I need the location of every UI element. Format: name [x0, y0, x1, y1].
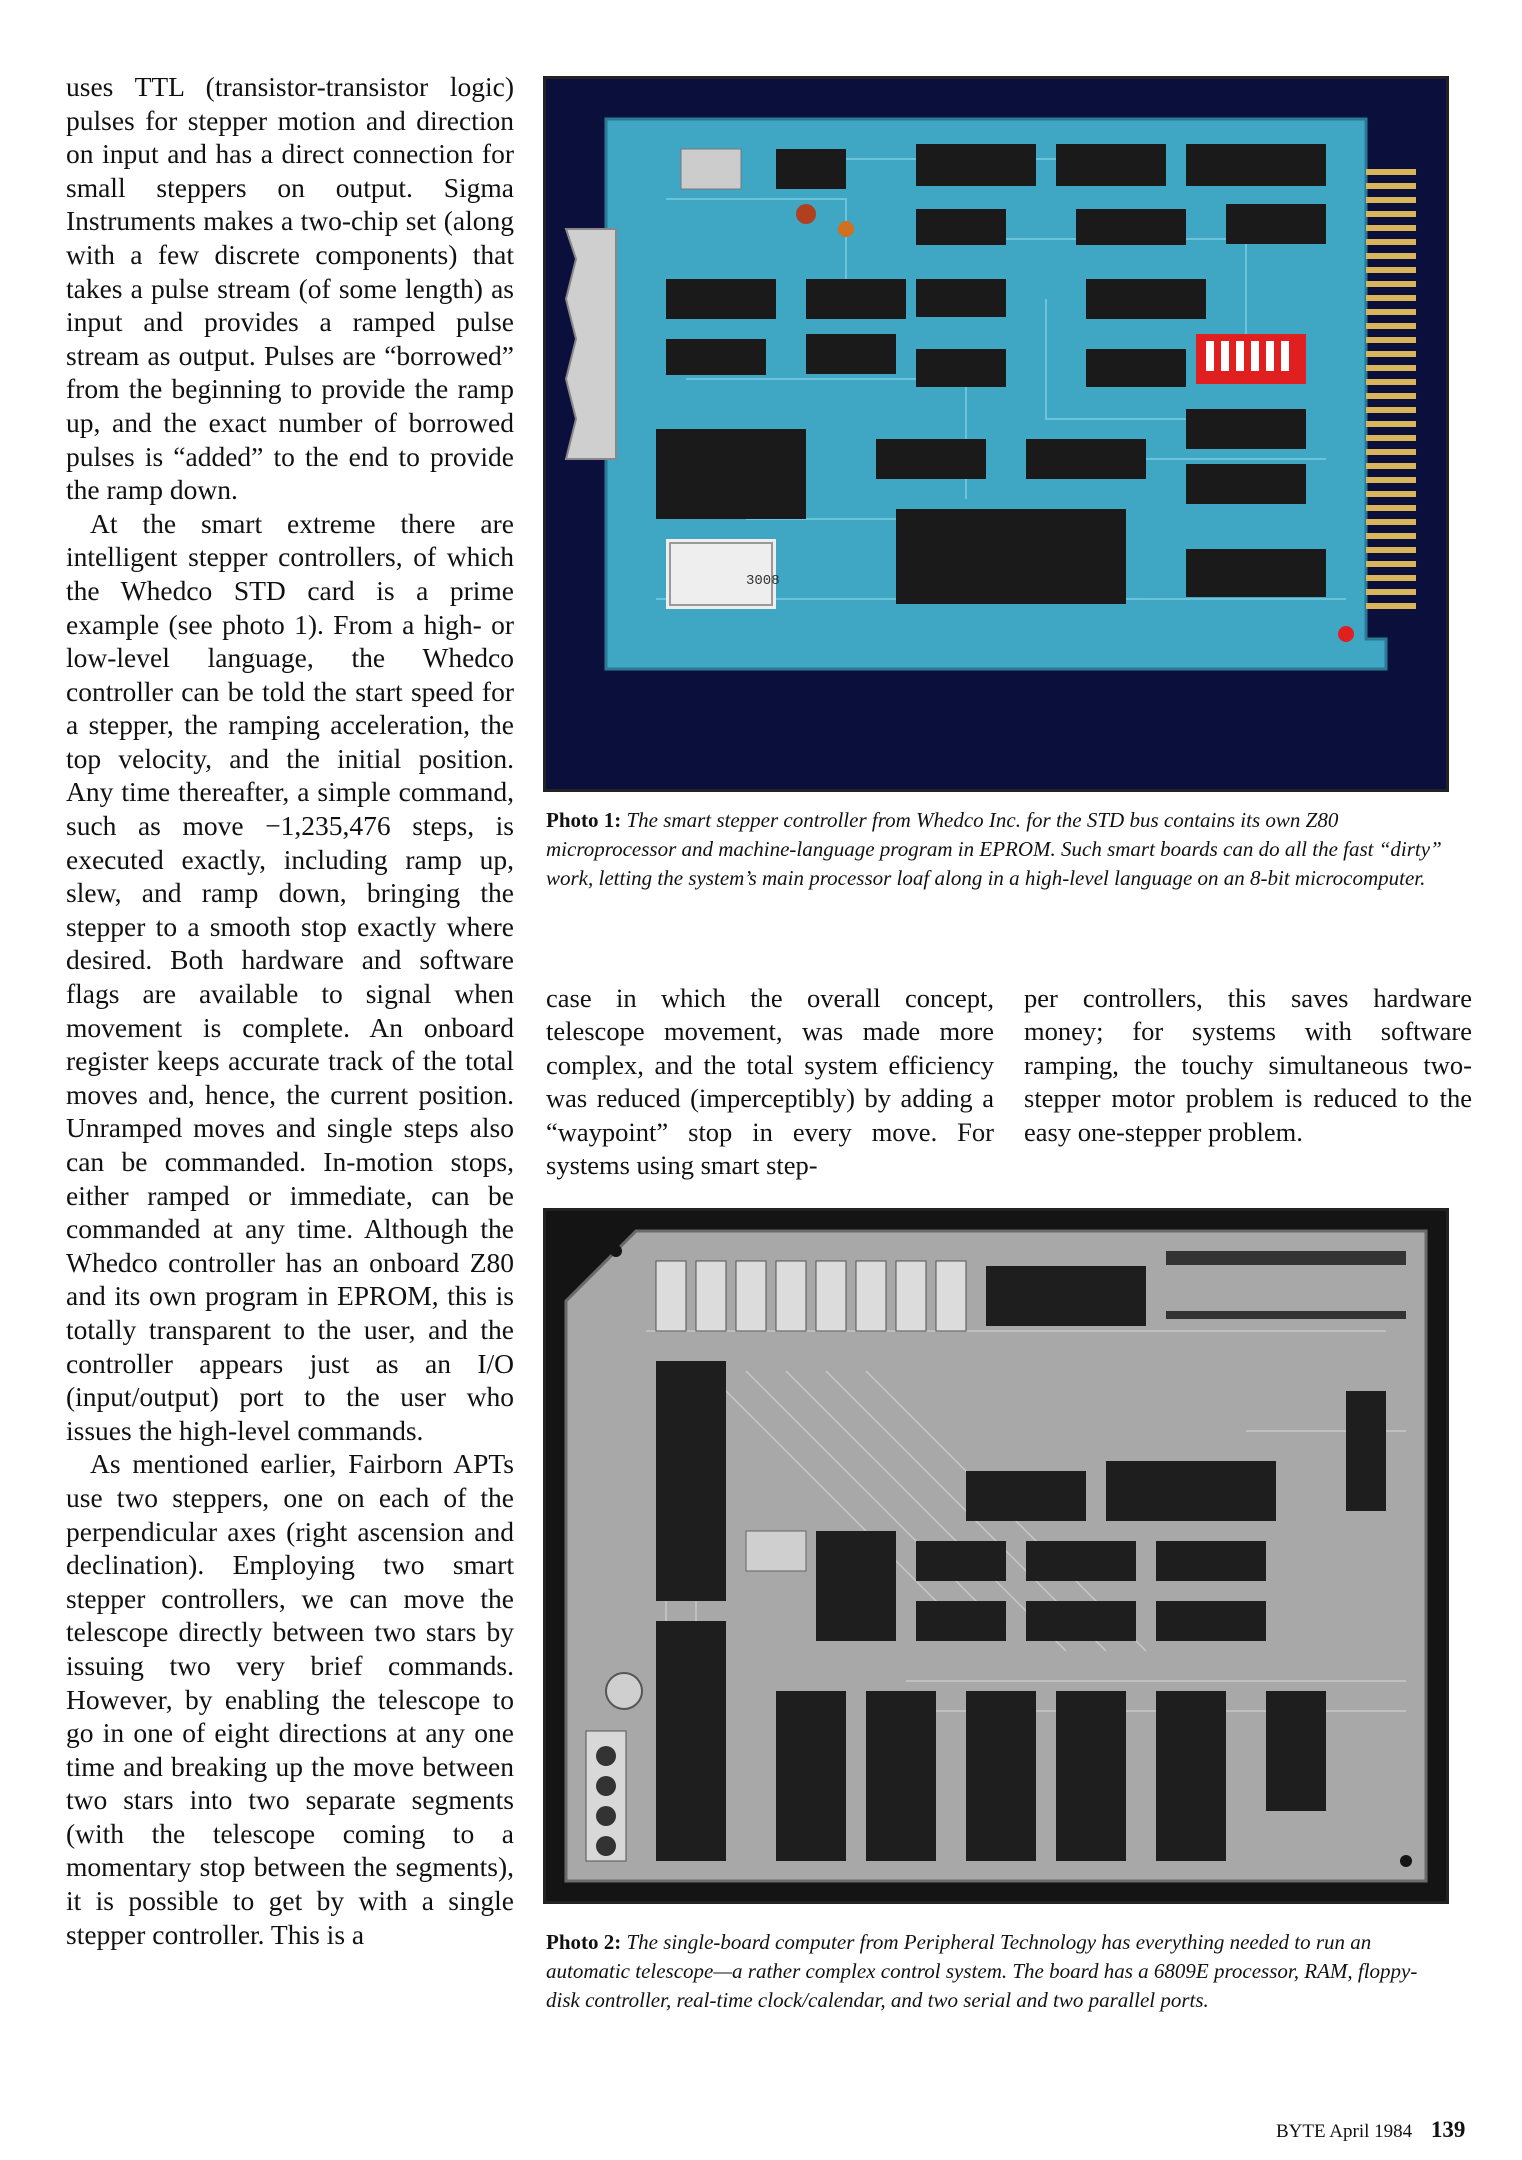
- caption-text: The single-board computer from Peripheral Technology has everything needed to run an automatic telescope—a rather complex control system. The board has a 6809E processor, RAM, floppy-disk controller, real-time clock/calendar, and two serial and two parallel ports.: [546, 1930, 1418, 2012]
- body-paragraph: uses TTL (transistor-transistor logic) pulses for stepper motion and direction on input and has a direct connection for small steppers on output. Sigma Instruments makes a two-chip set (along with a few discrete components) that takes a pulse stream (of some length) as input and provides a ramped pulse stream as output. Pulses are “borrowed” from the beginning to provide the ramp up, and the exact number of borrowed pulses is “added” to the end to provide the ramp down.: [66, 71, 514, 506]
- photo-2-single-board-computer: [543, 1208, 1449, 1904]
- body-paragraph: At the smart extreme there are intelligent stepper controllers, of which the Whedco STD card is a prime example (see photo 1). From a high- or low-level language, the Whedco controller can be told the start speed for a stepper, the ramping acceleration, the top velocity, and the initial position. Any time thereafter, a simple command, such as move −1,235,476 steps, is executed exactly, including ramp up, slew, and ramp down, bringing the stepper to a smooth stop exactly where desired. Both hardware and software flags are available to signal when movement is complete. An onboard register keeps accurate track of the total moves and, hence, the current position. Unramped moves and single steps also can be commanded. In-motion stops, either ramped or immediate, can be commanded at any time. Although the Whedco controller has an onboard Z80 and its own program in EPROM, this is totally transparent to the user, and the controller appears just as an I/O (input/output) port to the user who issues the high-level commands.: [66, 507, 514, 1446]
- photo-1-caption: [546, 806, 1446, 893]
- left-text-column: [66, 70, 514, 1951]
- circuit-board-illustration: [546, 1211, 1446, 1901]
- caption-label: Photo 2:: [546, 1930, 622, 1954]
- body-paragraph: per controllers, this saves hardware money; for systems with software ramping, the touchy simultaneous two-stepper motor problem is reduced to the easy one-stepper problem.: [1024, 983, 1472, 1147]
- photo-2-caption: [546, 1928, 1446, 2015]
- page-number: 139: [1430, 2117, 1466, 2142]
- publication-name: BYTE April 1984: [1276, 2121, 1413, 2142]
- middle-text-column-b: [1024, 982, 1472, 1149]
- page-footer: [1276, 2117, 1465, 2143]
- caption-label: Photo 1:: [546, 808, 622, 832]
- svg-text:3008: 3008: [746, 573, 780, 589]
- body-paragraph: As mentioned earlier, Fairborn APTs use two steppers, one on each of the perpendicular axes (right ascension and declination). Employing two smart stepper controllers, we can move the telescope directly between two stars by issuing two very brief commands. However, by enabling the telescope to go in one of eight directions at any one time and breaking up the move between two stars into two separate segments (with the telescope coming to a momentary stop between the segments), it is possible to get by with a single stepper controller. This is a: [66, 1448, 514, 1950]
- circuit-board-illustration: [546, 79, 1446, 789]
- middle-text-column-a: [546, 982, 994, 1182]
- photo-1-stepper-controller-board: [543, 76, 1449, 792]
- body-paragraph: case in which the overall concept, telescope movement, was made more complex, and the total system efficiency was reduced (imperceptibly) by adding a “waypoint” stop in every move. For systems using smart step-: [546, 983, 994, 1181]
- caption-text: The smart stepper controller from Whedco Inc. for the STD bus contains its own Z80 microprocessor and machine-language program in EPROM. Such smart boards can do all the fast “dirty” work, letting the system’s main processor loaf along in a high-level language on an 8-bit microcomputer.: [546, 808, 1442, 890]
